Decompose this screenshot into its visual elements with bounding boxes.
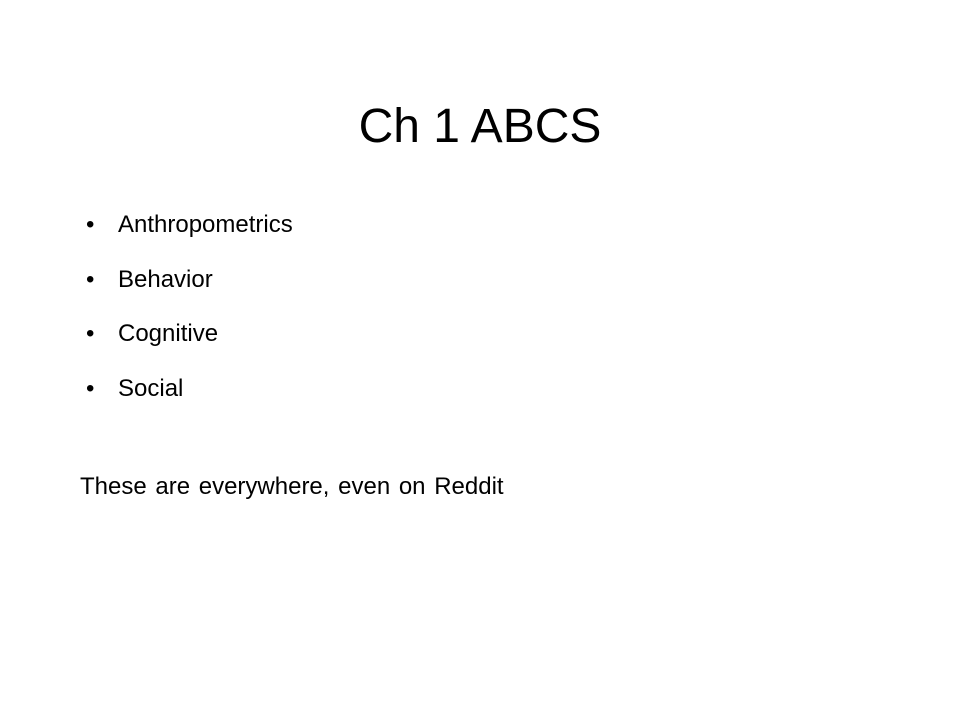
bullet-list — [80, 203, 293, 421]
bullet-item-cognitive — [80, 312, 293, 367]
slide-title: Ch 1 ABCS — [358, 100, 602, 153]
bullet-item-social — [80, 367, 293, 422]
bullet-label: Social — [118, 374, 184, 402]
bullet-icon: • — [86, 320, 95, 347]
bullet-label: Anthropometrics — [118, 211, 293, 238]
bullet-icon: • — [86, 211, 95, 238]
bullet-icon: • — [86, 265, 95, 293]
bullet-label: Cognitive — [118, 320, 219, 347]
bullet-item-anthropometrics — [80, 203, 293, 258]
bullet-icon: • — [86, 374, 95, 402]
slide-note: These are everywhere, even on Reddit — [80, 473, 504, 500]
bullet-label: Behavior — [118, 265, 213, 293]
bullet-item-behavior — [80, 258, 293, 313]
